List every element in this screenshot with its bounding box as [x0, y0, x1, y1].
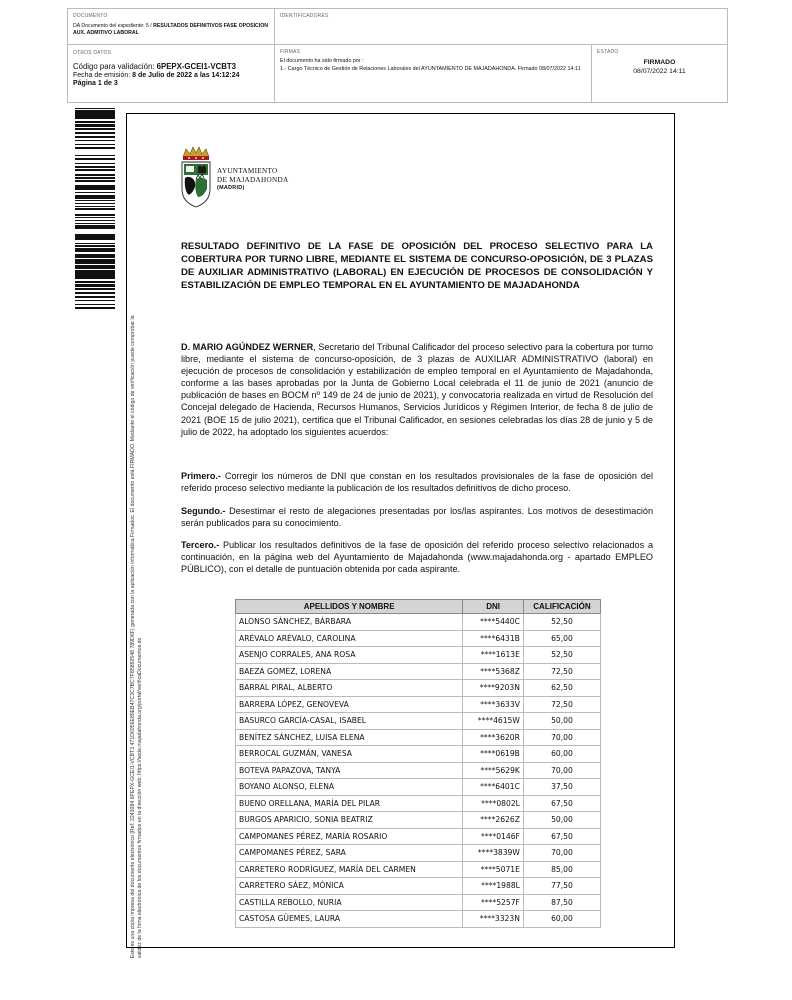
intro-text: , Secretario del Tribunal Calificador del proceso selectivo para la cobertura por turno libre, mediante el sistema de concurso-oposición, de 3 plazas de AUXILIAR ADMINISTRATIVO (laboral) en ejecución de procesos de consolidación y estabilización de empleo temporal en el Ayuntamiento de Majadahonda, conforme a las bases aprobadas por la Junta de Gobierno Local celebrada el 11 de junio de 2021 (anuncio de publicación de bases en BOCM nº 149 de 24 de junio de 2021), y convocatoria realizada en virtud de Resolución del Concejal delegado de Hacienda, Recursos Humanos, Servicios Jurídicos y Régimen Interior, de fecha 8 de julio de 2021 (BOE 15 de julio 2021), certifica que el Tribunal Calificador, en sesiones celebradas los días 28 de junio y 5 de julio de 2022, ha adoptado los siguientes acuerdos: [181, 342, 653, 437]
candidate-dni: ****5629K [463, 762, 524, 779]
acuerdo-text: Publicar los resultados definitivos de la fase de oposición del referido proceso selectivo relacionados a continuación, en la página web del Ayuntamiento de Majadahonda (www.majadahonda.org - apartado EMPLEO PÚBLICO), con el detalle de puntuación obtenida por cada aspirante. [181, 540, 653, 575]
candidate-score: 50,00 [523, 812, 600, 829]
firmas-text: El documento ha sido firmado por : [280, 58, 364, 64]
acuerdo-tercero [181, 539, 653, 575]
side-verification-text: Este es una copia impresa del documento electrónico (Ref: 2243084 6PEPX-GCEI1-VCBT3 471D6956E89EB47C3C7BC7F85892548 789D6F) generada con la aplicación informática Firmadoc. El documento está FIRMADO. Mediante el código de verificación puede comprobar la validez de la firma electrónica de los documentos firmados en la dirección web: https://sede.majadahonda.org/portal/verificaDocumentos.do [129, 315, 143, 959]
candidate-score: 72,50 [523, 696, 600, 713]
table-row [236, 812, 601, 829]
barcode-image [75, 108, 115, 313]
candidate-dni: ****9203N [463, 680, 524, 697]
table-row [236, 746, 601, 763]
documento-cell [68, 9, 275, 45]
column-header-name: APELLIDOS Y NOMBRE [236, 600, 463, 614]
candidate-score: 70,00 [523, 729, 600, 746]
documento-description [73, 23, 269, 37]
documento-text-title: RESULTADOS DEFINITIVOS FASE OPOSICION AUX. ADMITIVO LABORAL [73, 23, 268, 37]
institution-line2: DE MAJADAHONDA [217, 176, 289, 185]
candidate-score: 62,50 [523, 680, 600, 697]
candidate-score: 70,00 [523, 762, 600, 779]
candidate-name: ARÉVALO ARÉVALO, CAROLINA [236, 630, 463, 647]
candidate-score: 70,00 [523, 845, 600, 862]
candidate-name: CAMPOMANES PÉREZ, SARA [236, 845, 463, 862]
candidate-score: 52,50 [523, 647, 600, 664]
candidate-score: 50,00 [523, 713, 600, 730]
table-row [236, 762, 601, 779]
table-row [236, 729, 601, 746]
documento-text-prefix: DA Documento del expediente: 5 / [73, 23, 154, 29]
table-row [236, 911, 601, 928]
page-count [73, 80, 269, 89]
candidate-dni: ****6431B [463, 630, 524, 647]
candidate-dni: ****0619B [463, 746, 524, 763]
identificadores-caption: IDENTIFICADORES [280, 13, 329, 19]
column-header-dni: DNI [463, 600, 524, 614]
candidate-score: 65,00 [523, 630, 600, 647]
table-row [236, 630, 601, 647]
acuerdo-label: Primero.- [181, 471, 221, 481]
table-row [236, 894, 601, 911]
codigo-value: 6PEPX-GCEI1-VCBT3 [156, 62, 236, 71]
document-header [67, 8, 728, 103]
institution-line1: AYUNTAMIENTO [217, 167, 278, 175]
codigo-label: Código para validación: [73, 62, 157, 71]
table-row [236, 614, 601, 631]
candidate-dni: ****1613E [463, 647, 524, 664]
estado-caption: ESTADO [597, 49, 619, 55]
candidate-score: 67,50 [523, 828, 600, 845]
candidate-dni: ****5368Z [463, 663, 524, 680]
intro-paragraph [181, 341, 653, 438]
firmas-detail: 1.- Cargo Técnico de Gestión de Relaciones Laborales del AYUNTAMIENTO DE MAJADAHONDA. Firmado 08/07/2022 14:11 [280, 66, 581, 73]
candidate-name: BENÍTEZ SÁNCHEZ, LUISA ELENA [236, 729, 463, 746]
results-table-body [236, 614, 601, 928]
candidate-score: 60,00 [523, 911, 600, 928]
validation-code [73, 62, 269, 72]
candidate-score: 60,00 [523, 746, 600, 763]
acuerdo-text: Desestimar el resto de alegaciones presentadas por los/las aspirantes. Los motivos de desestimación serán publicados para su conocimiento. [181, 506, 653, 529]
candidate-score: 77,50 [523, 878, 600, 895]
documento-caption: DOCUMENTO [73, 13, 108, 19]
otros-caption: OTROS DATOS [73, 50, 112, 56]
fecha-value: 8 de Julio de 2022 a las 14:12:24 [132, 71, 240, 79]
table-row [236, 680, 601, 697]
acuerdo-text: Corregir los números de DNI que constan en los resultados provisionales de la fase de oposición del referido proceso selectivo mediante la publicación de los resultados definitivos de dicho proceso. [181, 471, 653, 494]
results-table [235, 599, 601, 928]
acuerdo-label: Segundo.- [181, 506, 226, 516]
identificadores-cell [275, 9, 727, 45]
candidate-name: CARRETERO RODRÍGUEZ, MARÍA DEL CARMEN [236, 861, 463, 878]
firmas-caption: FIRMAS [280, 49, 301, 55]
candidate-dni: ****0802L [463, 795, 524, 812]
candidate-dni: ****6401C [463, 779, 524, 796]
candidate-dni: ****5440C [463, 614, 524, 631]
otros-datos-cell [68, 45, 275, 102]
candidate-score: 67,50 [523, 795, 600, 812]
candidate-dni: ****3633V [463, 696, 524, 713]
candidate-dni: ****3323N [463, 911, 524, 928]
candidate-name: ALONSO SÁNCHEZ, BÁRBARA [236, 614, 463, 631]
candidate-dni: ****1988L [463, 878, 524, 895]
candidate-dni: ****0146F [463, 828, 524, 845]
emission-date [73, 72, 269, 81]
document-title: RESULTADO DEFINITIVO DE LA FASE DE OPOSICIÓN DEL PROCESO SELECTIVO PARA LA COBERTURA POR TURNO LIBRE, MEDIANTE EL SISTEMA DE CONCURSO-OPOSICIÓN, DE 3 PLAZAS DE AUXILIAR ADMINISTRATIVO (LABORAL) EN EJECUCIÓN DE PROCESOS DE CONSOLIDACIÓN Y ESTABILIZACIÓN DE EMPLEO TEMPORAL EN EL AYUNTAMIENTO DE MAJADAHONDA [181, 241, 653, 292]
table-row [236, 878, 601, 895]
acuerdo-primero [181, 470, 653, 494]
candidate-dni: ****4615W [463, 713, 524, 730]
table-header-row [236, 600, 601, 614]
candidate-score: 37,50 [523, 779, 600, 796]
acuerdo-label: Tercero.- [181, 540, 220, 550]
candidate-name: BASURCO GARCÍA-CASAL, ISABEL [236, 713, 463, 730]
estado-status [597, 59, 722, 77]
candidate-name: BURGOS APARICIO, SONIA BEATRIZ [236, 812, 463, 829]
table-row [236, 713, 601, 730]
candidate-name: BAEZA GOMEZ, LORENA [236, 663, 463, 680]
candidate-name: BOYANO ALONSO, ELENA [236, 779, 463, 796]
table-row [236, 647, 601, 664]
document-page [126, 113, 675, 948]
candidate-dni: ****2626Z [463, 812, 524, 829]
estado-cell [592, 45, 727, 102]
candidate-dni: ****3620R [463, 729, 524, 746]
table-row [236, 845, 601, 862]
candidate-dni: ****5071E [463, 861, 524, 878]
institution-name [217, 167, 288, 192]
coat-of-arms-icon [180, 145, 212, 211]
table-row [236, 828, 601, 845]
acuerdo-segundo [181, 505, 653, 529]
candidate-name: CAMPOMANES PÉREZ, MARÍA ROSARIO [236, 828, 463, 845]
table-row [236, 861, 601, 878]
estado-value: FIRMADO [643, 59, 676, 66]
candidate-name: ASENJO CORRALES, ANA ROSA [236, 647, 463, 664]
pagina-value: Página 1 de 3 [73, 80, 118, 88]
candidate-name: CARRETERO SÁEZ, MÓNICA [236, 878, 463, 895]
barcode-bar [75, 312, 115, 313]
candidate-score: 87,50 [523, 894, 600, 911]
table-row [236, 779, 601, 796]
table-row [236, 663, 601, 680]
candidate-name: BOTEVA PAPAZOVA, TANYA [236, 762, 463, 779]
candidate-score: 72,50 [523, 663, 600, 680]
column-header-score: CALIFICACIÓN [523, 600, 600, 614]
candidate-score: 52,50 [523, 614, 600, 631]
firmas-cell [275, 45, 592, 102]
candidate-score: 85,00 [523, 861, 600, 878]
table-row [236, 795, 601, 812]
candidate-name: BERROCAL GUZMÁN, VANESA [236, 746, 463, 763]
institution-line3: (MADRID) [217, 185, 245, 192]
candidate-name: BARRERA LÓPEZ, GENOVEVA [236, 696, 463, 713]
candidate-name: BUENO ORELLANA, MARÍA DEL PILAR [236, 795, 463, 812]
estado-date: 08/07/2022 14:11 [633, 67, 686, 75]
candidate-name: BARRAL PIRAL, ALBERTO [236, 680, 463, 697]
candidate-name: CASTILLA REBOLLO, NURIA [236, 894, 463, 911]
candidate-name: CASTOSA GÜEMES, LAURA [236, 911, 463, 928]
table-row [236, 696, 601, 713]
candidate-dni: ****5257F [463, 894, 524, 911]
candidate-dni: ****3839W [463, 845, 524, 862]
fecha-label: Fecha de emisión: [73, 71, 133, 79]
secretary-name: D. MARIO AGÚNDEZ WERNER [181, 342, 314, 352]
